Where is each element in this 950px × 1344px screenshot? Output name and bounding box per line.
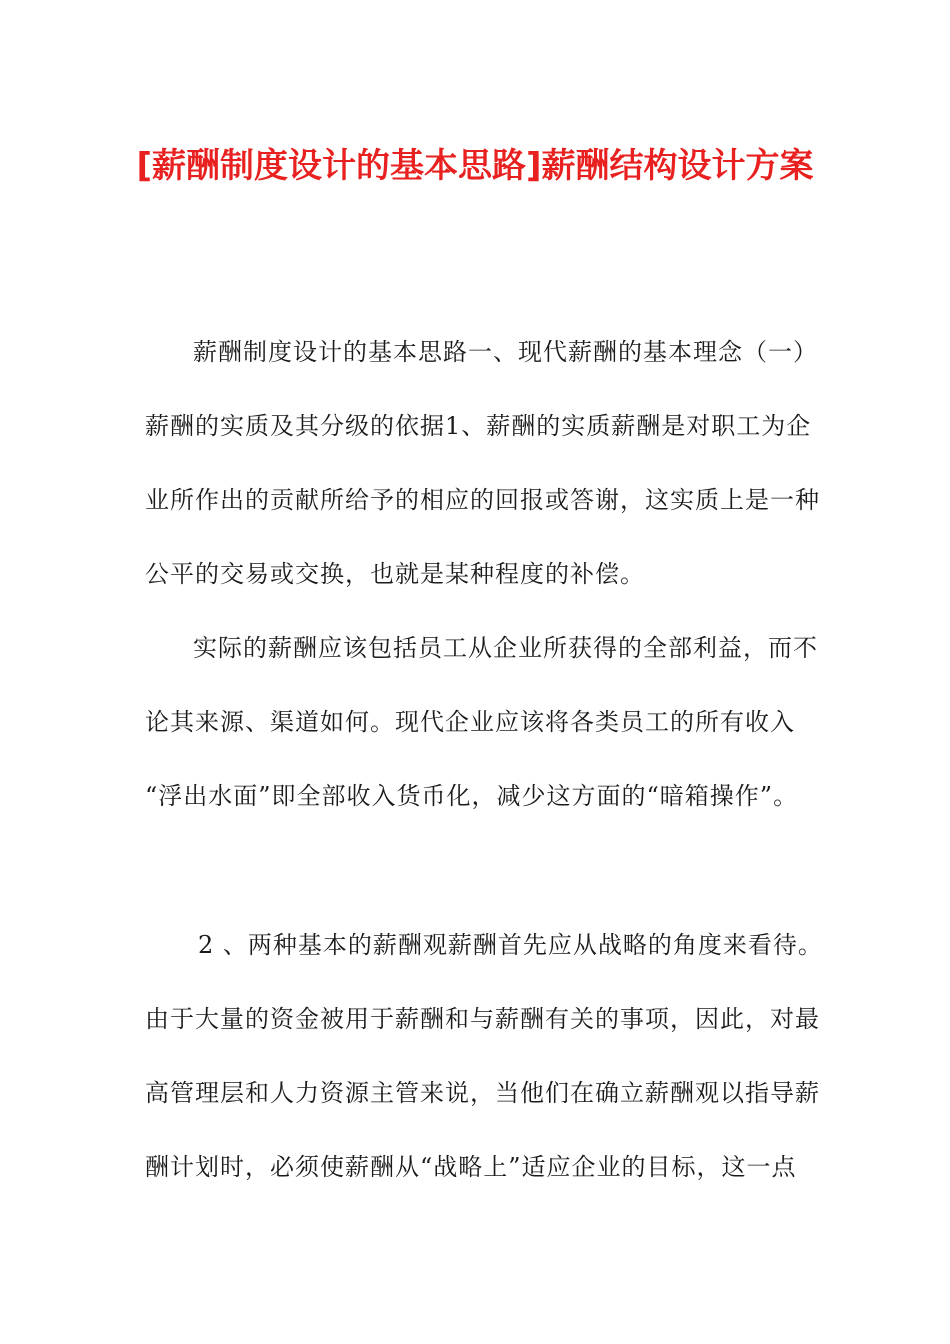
paragraph-line: 2 、两种基本的薪酬观薪酬首先应从战略的角度来看待。 <box>198 931 823 959</box>
paragraph-line: 薪酬的实质及其分级的依据1、薪酬的实质薪酬是对职工为企 <box>145 412 812 440</box>
paragraph-line: 薪酬制度设计的基本思路一、现代薪酬的基本理念（一） <box>193 338 818 366</box>
paragraph-line: 高管理层和人力资源主管来说，当他们在确立薪酬观以指导薪 <box>145 1079 820 1107</box>
paragraph-line: 由于大量的资金被用于薪酬和与薪酬有关的事项，因此，对最 <box>145 1005 820 1033</box>
paragraph-line: 酬计划时，必须使薪酬从“战略上”适应企业的目标，这一点 <box>145 1153 797 1181</box>
paragraph-line: “浮出水面”即全部收入货币化，减少这方面的“暗箱操作”。 <box>145 782 799 810</box>
paragraph-line: 实际的薪酬应该包括员工从企业所获得的全部利益，而不 <box>193 634 818 662</box>
paragraph-line: 业所作出的贡献所给予的相应的回报或答谢，这实质上是一种 <box>145 486 820 514</box>
document-title: [薪酬制度设计的基本思路]薪酬结构设计方案 <box>136 146 814 186</box>
paragraph-line: 论其来源、渠道如何。现代企业应该将各类员工的所有收入 <box>145 708 795 736</box>
paragraph-line: 公平的交易或交换，也就是某种程度的补偿。 <box>145 560 645 588</box>
